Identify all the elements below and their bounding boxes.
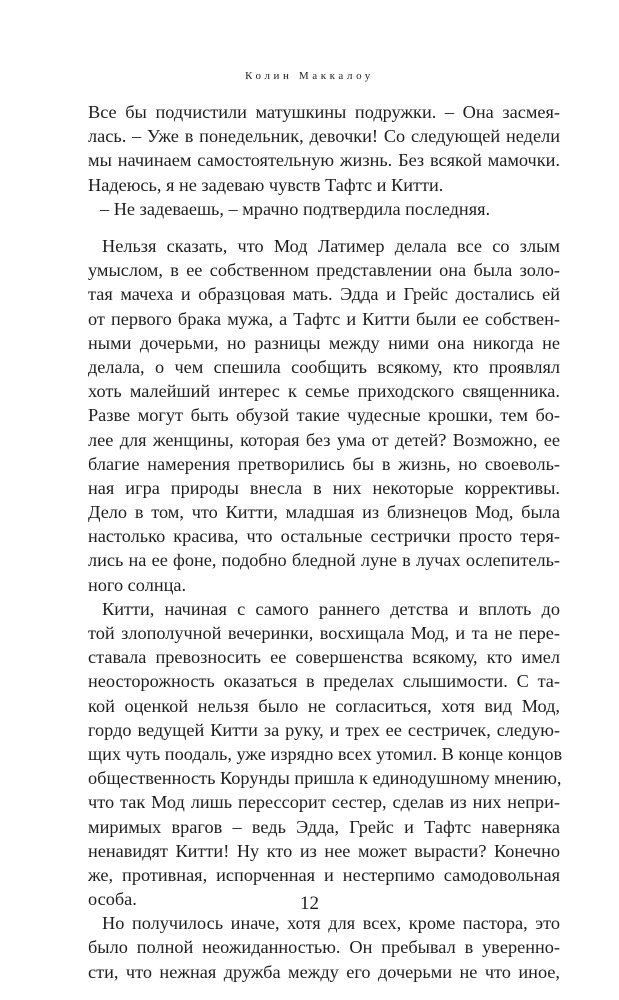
text-line: хоть малейший интерес к семье приходского священника.: [88, 381, 560, 402]
text-line: Дело в том, что Китти, младшая из близнецов Мод, была: [88, 502, 560, 523]
text-line: ставала превозносить ее совершенства всякому, кто имел: [88, 647, 560, 668]
text-line: общественность Корунды пришла к единодушному мнению,: [88, 768, 562, 789]
text-line: ненавидят Китти! Ну кто из нее может вырасти? Конечно: [88, 840, 560, 861]
page-number: 12: [300, 893, 319, 914]
text-line: Китти, начиная с самого раннего детства и вплоть до: [102, 598, 560, 619]
running-head: Колин Маккалоу: [245, 70, 374, 82]
text-line: было полной неожиданностью. Он пребывал в уверенно-: [88, 937, 560, 958]
text-line: что так Мод лишь перессорит сестер, сделав из них непри-: [88, 792, 560, 813]
text-line: настолько красива, что остальные сестрички просто теря-: [88, 526, 560, 547]
dialogue-block: [88, 100, 560, 221]
text-line: лась. – Уже в понедельник, девочки! Со следующей недели: [88, 126, 560, 147]
text-line: особа.: [88, 889, 137, 910]
text-line: ного солнца.: [88, 574, 187, 595]
text-line: той злополучной вечеринки, восхищала Мод, и та не пере-: [88, 623, 560, 643]
text-line: благие намерения претворились бы в жизнь, но своеволь-: [88, 453, 560, 474]
text-line: кой оценкой нельзя было не согласиться, хотя вид Мод,: [88, 695, 560, 716]
text-line: лее для женщины, которая без ума от детей? Возможно, ее: [88, 429, 560, 450]
text-line: ная игра природы внесла в них некоторые коррективы.: [88, 477, 560, 498]
text-line: миримых врагов – ведь Эдда, Грейс и Тафтс наверняка: [88, 816, 560, 837]
text-line: лись на ее фоне, подобно бледной луне в лучах ослепитель-: [88, 550, 560, 571]
body-text: [88, 234, 563, 984]
text-line: от первого брака мужа, а Тафтс и Китти были ее собствен-: [88, 308, 560, 329]
text-line: – Не задеваешь, – мрачно подтвердила последняя.: [100, 198, 491, 219]
text-line: умыслом, в ее собственном представлении она была золо-: [88, 260, 560, 281]
text-line: тая мачеха и образцовая мать. Эдда и Грейс достались ей: [88, 284, 560, 305]
text-line: неосторожность оказаться в пределах слышимости. С та-: [88, 671, 560, 692]
text-line: Надеюсь, я не задеваю чувств Тафтс и Китти.: [88, 174, 444, 195]
text-line: сти, что нежная дружба между его дочерьми не что иное,: [88, 961, 560, 982]
text-line: гордо ведущей Китти за руку, и трех ее сестричек, следую-: [88, 719, 560, 740]
text-line: ными дочерьми, но разницы между ними она никогда не: [88, 332, 560, 353]
text-line: делала, о чем спешила сообщить всякому, кто проявлял: [88, 356, 560, 377]
text-line: же, противная, испорченная и нестерпимо самодовольная: [88, 864, 560, 885]
text-line: щих чуть поодаль, уже изрядно всех утомил. В конце концов: [88, 743, 563, 764]
text-line: Нельзя сказать, что Мод Латимер делала все со злым: [102, 236, 560, 256]
text-line: Все бы подчистили матушкины подружки. – Она засмея-: [88, 102, 560, 122]
text-line: мы начинаем самостоятельную жизнь. Без всякой мамочки.: [88, 150, 560, 171]
text-line: Разве могут быть обузой такие чудесные крошки, тем бо-: [88, 405, 560, 426]
text-line: Но получилось иначе, хотя для всех, кроме пастора, это: [102, 913, 560, 934]
